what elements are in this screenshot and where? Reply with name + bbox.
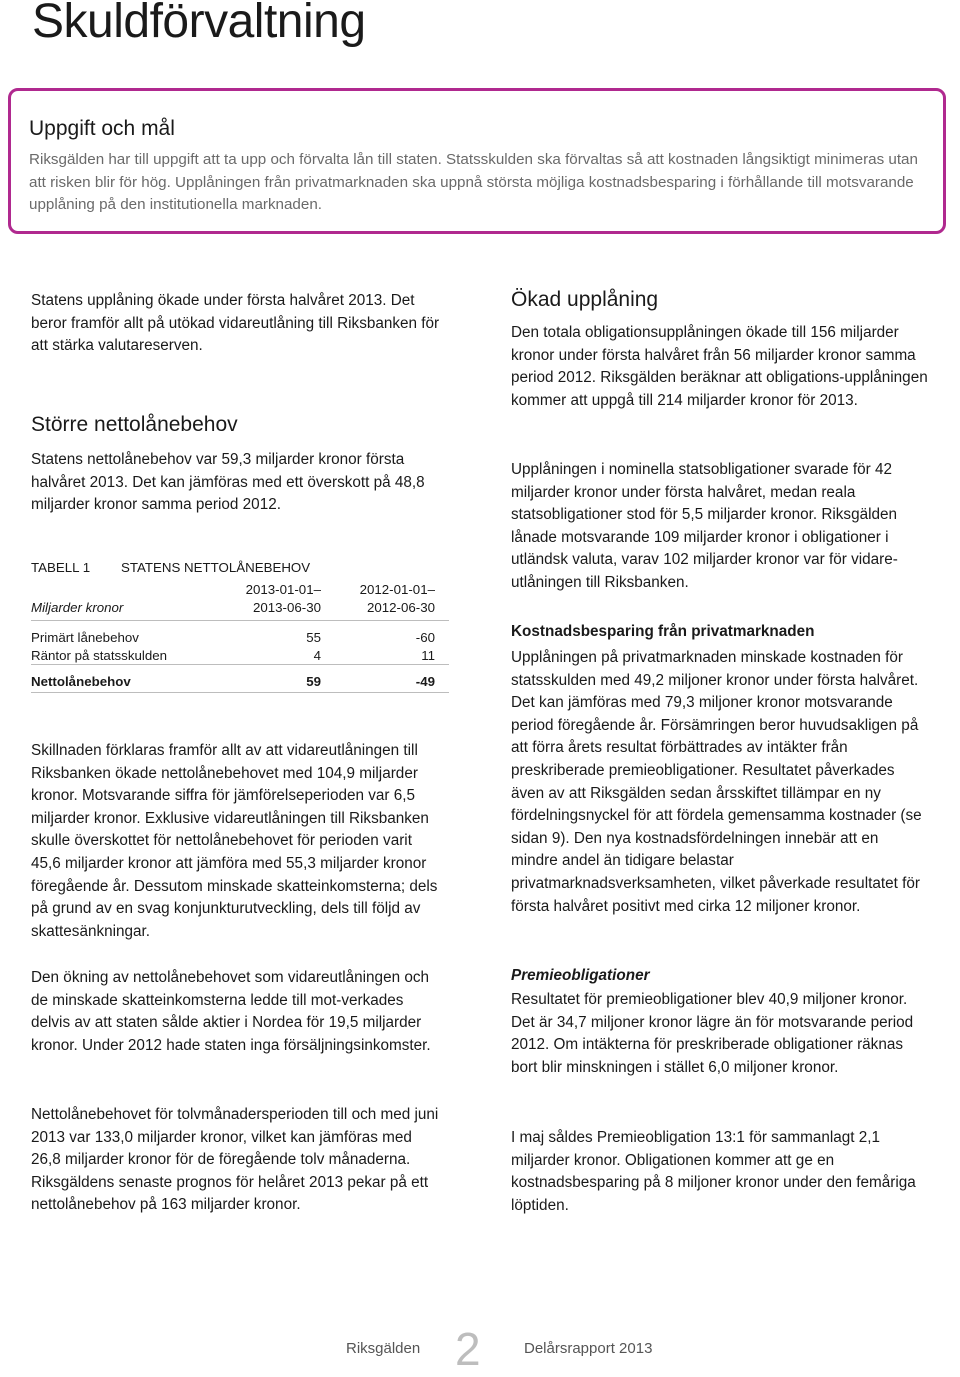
- left-para-3: [31, 1104, 443, 1217]
- right-para-2: [511, 459, 929, 595]
- page-title: Skuldförvaltning: [32, 0, 366, 48]
- paragraph: I maj såldes Premieobligation 13:1 för sammanlagt 2,1 miljarder kronor. Obligationen kommer att ge en kostnadsbesparing på 8 miljoner kronor under den femåriga löptiden.: [511, 1129, 916, 1214]
- right-para-5: [511, 1127, 929, 1217]
- intro-heading: Uppgift och mål: [29, 117, 175, 140]
- row-label: Primärt lånebehov: [31, 630, 139, 645]
- intro-text: Riksgälden har till uppgift att ta upp och förvalta lån till staten. Statsskulden ska förvaltas så att kostnaden långsiktigt minimeras utan att risken blir för hög. Upplåningen från privatmarknaden ska uppnå största möjliga kostnadsbesparing i förhållande till motsvarande upplåning på den institutionella marknaden.: [29, 151, 918, 213]
- right-section-kostnadsbesparing: [511, 623, 929, 918]
- section-heading: Större nettolånebehov: [31, 413, 238, 436]
- row-value-2013: 55: [306, 630, 321, 645]
- table-unit: Miljarder kronor: [31, 600, 124, 615]
- paragraph: Nettolånebehovet för tolvmånadersperioden till och med juni 2013 var 133,0 miljarder kronor, vilket kan jämföras med 26,8 miljarder kronor för de föregående tolv månaderna. Riksgäldens senaste prognos för helåret 2013 pekar på ett nettolånebehov på 163 miljarder kronor.: [31, 1106, 439, 1214]
- table-rule: [31, 692, 449, 693]
- table-total-row: [31, 674, 449, 694]
- subheading: Premieobligationer: [511, 967, 650, 984]
- table-title: STATENS NETTOLÅNEBEHOV: [121, 560, 311, 575]
- col2-header-bottom: 2012-06-30: [366, 600, 435, 615]
- intro-box: [8, 88, 946, 234]
- left-para-1: [31, 740, 443, 943]
- total-value-2013: 59: [306, 674, 321, 689]
- col1-header-top: 2013-01-01–: [245, 582, 321, 597]
- right-section-premieobligationer: [511, 967, 929, 1079]
- paragraph: Den ökning av nettolånebehovet som vidareutlåningen och de minskade skatteinkomsterna ledde till mot-verkades delvis av att staten sålde aktier i Nordea för 19,5 miljarder kronor. Under 2012 hade staten inga försäljningsinkomster.: [31, 969, 431, 1054]
- footer-left: Riksgälden: [346, 1340, 421, 1357]
- left-lead: [31, 290, 443, 358]
- paragraph: Skillnaden förklaras framför allt av att vidareutlåningen till Riksbanken ökade nettolånebehovet med 104,9 miljarder kronor. Motsvarande siffra för jämförelseperioden var 6,5 miljarder kronor. Exklusive vidareutlåningen till Riksbanken skulle överskottet för nettolånebehovet för perioden varit 45,6 miljarder kronor att jämföra med 55,3 miljarder kronor föregående år. Dessutom minskade skatteinkomsterna; dels på grund av en svag konjunkturutveckling, dels till följd av skattesänkningar.: [31, 742, 438, 940]
- row-value-2013: 4: [313, 648, 321, 663]
- total-value-2012: -49: [415, 674, 435, 689]
- right-section-upplaning: [511, 288, 929, 412]
- col1-header-bottom: 2013-06-30: [252, 600, 321, 615]
- row-label: Räntor på statsskulden: [31, 648, 168, 663]
- paragraph: Den totala obligationsupplåningen ökade till 156 miljarder kronor under första halvåret från 56 miljarder kronor samma period 2012. Riksgälden beräknar att obligations-upplåningen kommer att uppgå till 214 miljarder kronor för 2013.: [511, 324, 928, 409]
- table-label: TABELL 1: [31, 560, 91, 575]
- paragraph: Upplåningen i nominella statsobligationer svarade för 42 miljarder kronor under första halvåret, medan reala statsobligationer stod för 5,5 miljarder kronor. Riksgälden lånade motsvarande 109 miljarder kronor i obligationer i utländsk valuta, varav 102 miljarder kronor var för vidare-utlåningen till Riksbanken.: [511, 461, 898, 591]
- paragraph: Resultatet för premieobligationer blev 40,9 miljoner kronor. Det är 34,7 miljoner kronor lägre än för motsvarande period 2012. Om intäkterna för preskriberade obligationer räknas bort blir minskningen i stället 6,0 miljoner kronor.: [511, 991, 914, 1076]
- paragraph: Upplåningen på privatmarknaden minskade kostnaden för statsskulden med 49,2 miljoner kronor under första halvåret. Det kan jämföras med 79,3 miljoner kronor motsvarande period föregående år. Försämringen beror huvudsakligen på att förra årets resultat förbättrades av intäkter från preskriberade premieobligationer. Resultatet påverkades även av att Riksgälden sedan årsskiftet tillämpar en ny fördelningsnyckel för att fördela gemensamma kostnader (se sidan 9). Den nya kostnadsfördelningen innebär att en mindre andel än tidigare belastar privatmarknadsverksamheten, vilket påverkade resultatet för första halvåret positivt med cirka 12 miljoner kronor.: [511, 649, 922, 915]
- total-label: Nettolånebehov: [31, 674, 131, 689]
- table-nettolanebehov: [31, 560, 449, 694]
- row-value-2012: 11: [421, 648, 435, 663]
- col2-header-top: 2012-01-01–: [359, 582, 435, 597]
- left-para-2: [31, 967, 443, 1057]
- table-row: [31, 630, 449, 648]
- footer-right: Delårsrapport 2013: [524, 1340, 653, 1357]
- page-number: 2: [455, 1323, 481, 1375]
- table-rule: [31, 664, 449, 665]
- subheading: Kostnadsbesparing från privatmarknaden: [511, 623, 815, 640]
- section-nettolanebehov: [31, 413, 443, 517]
- section-heading: Ökad upplåning: [511, 288, 659, 311]
- table-rule: [31, 620, 449, 621]
- row-value-2012: -60: [415, 630, 435, 645]
- lead-paragraph: Statens upplåning ökade under första halvåret 2013. Det beror framför allt på utökad vidareutlåning till Riksbanken för att stärka valutareserven.: [31, 292, 440, 355]
- section-text: Statens nettolånebehov var 59,3 miljarder kronor första halvåret 2013. Det kan jämföras med ett överskott på 48,8 miljarder kronor samma period 2012.: [31, 451, 425, 514]
